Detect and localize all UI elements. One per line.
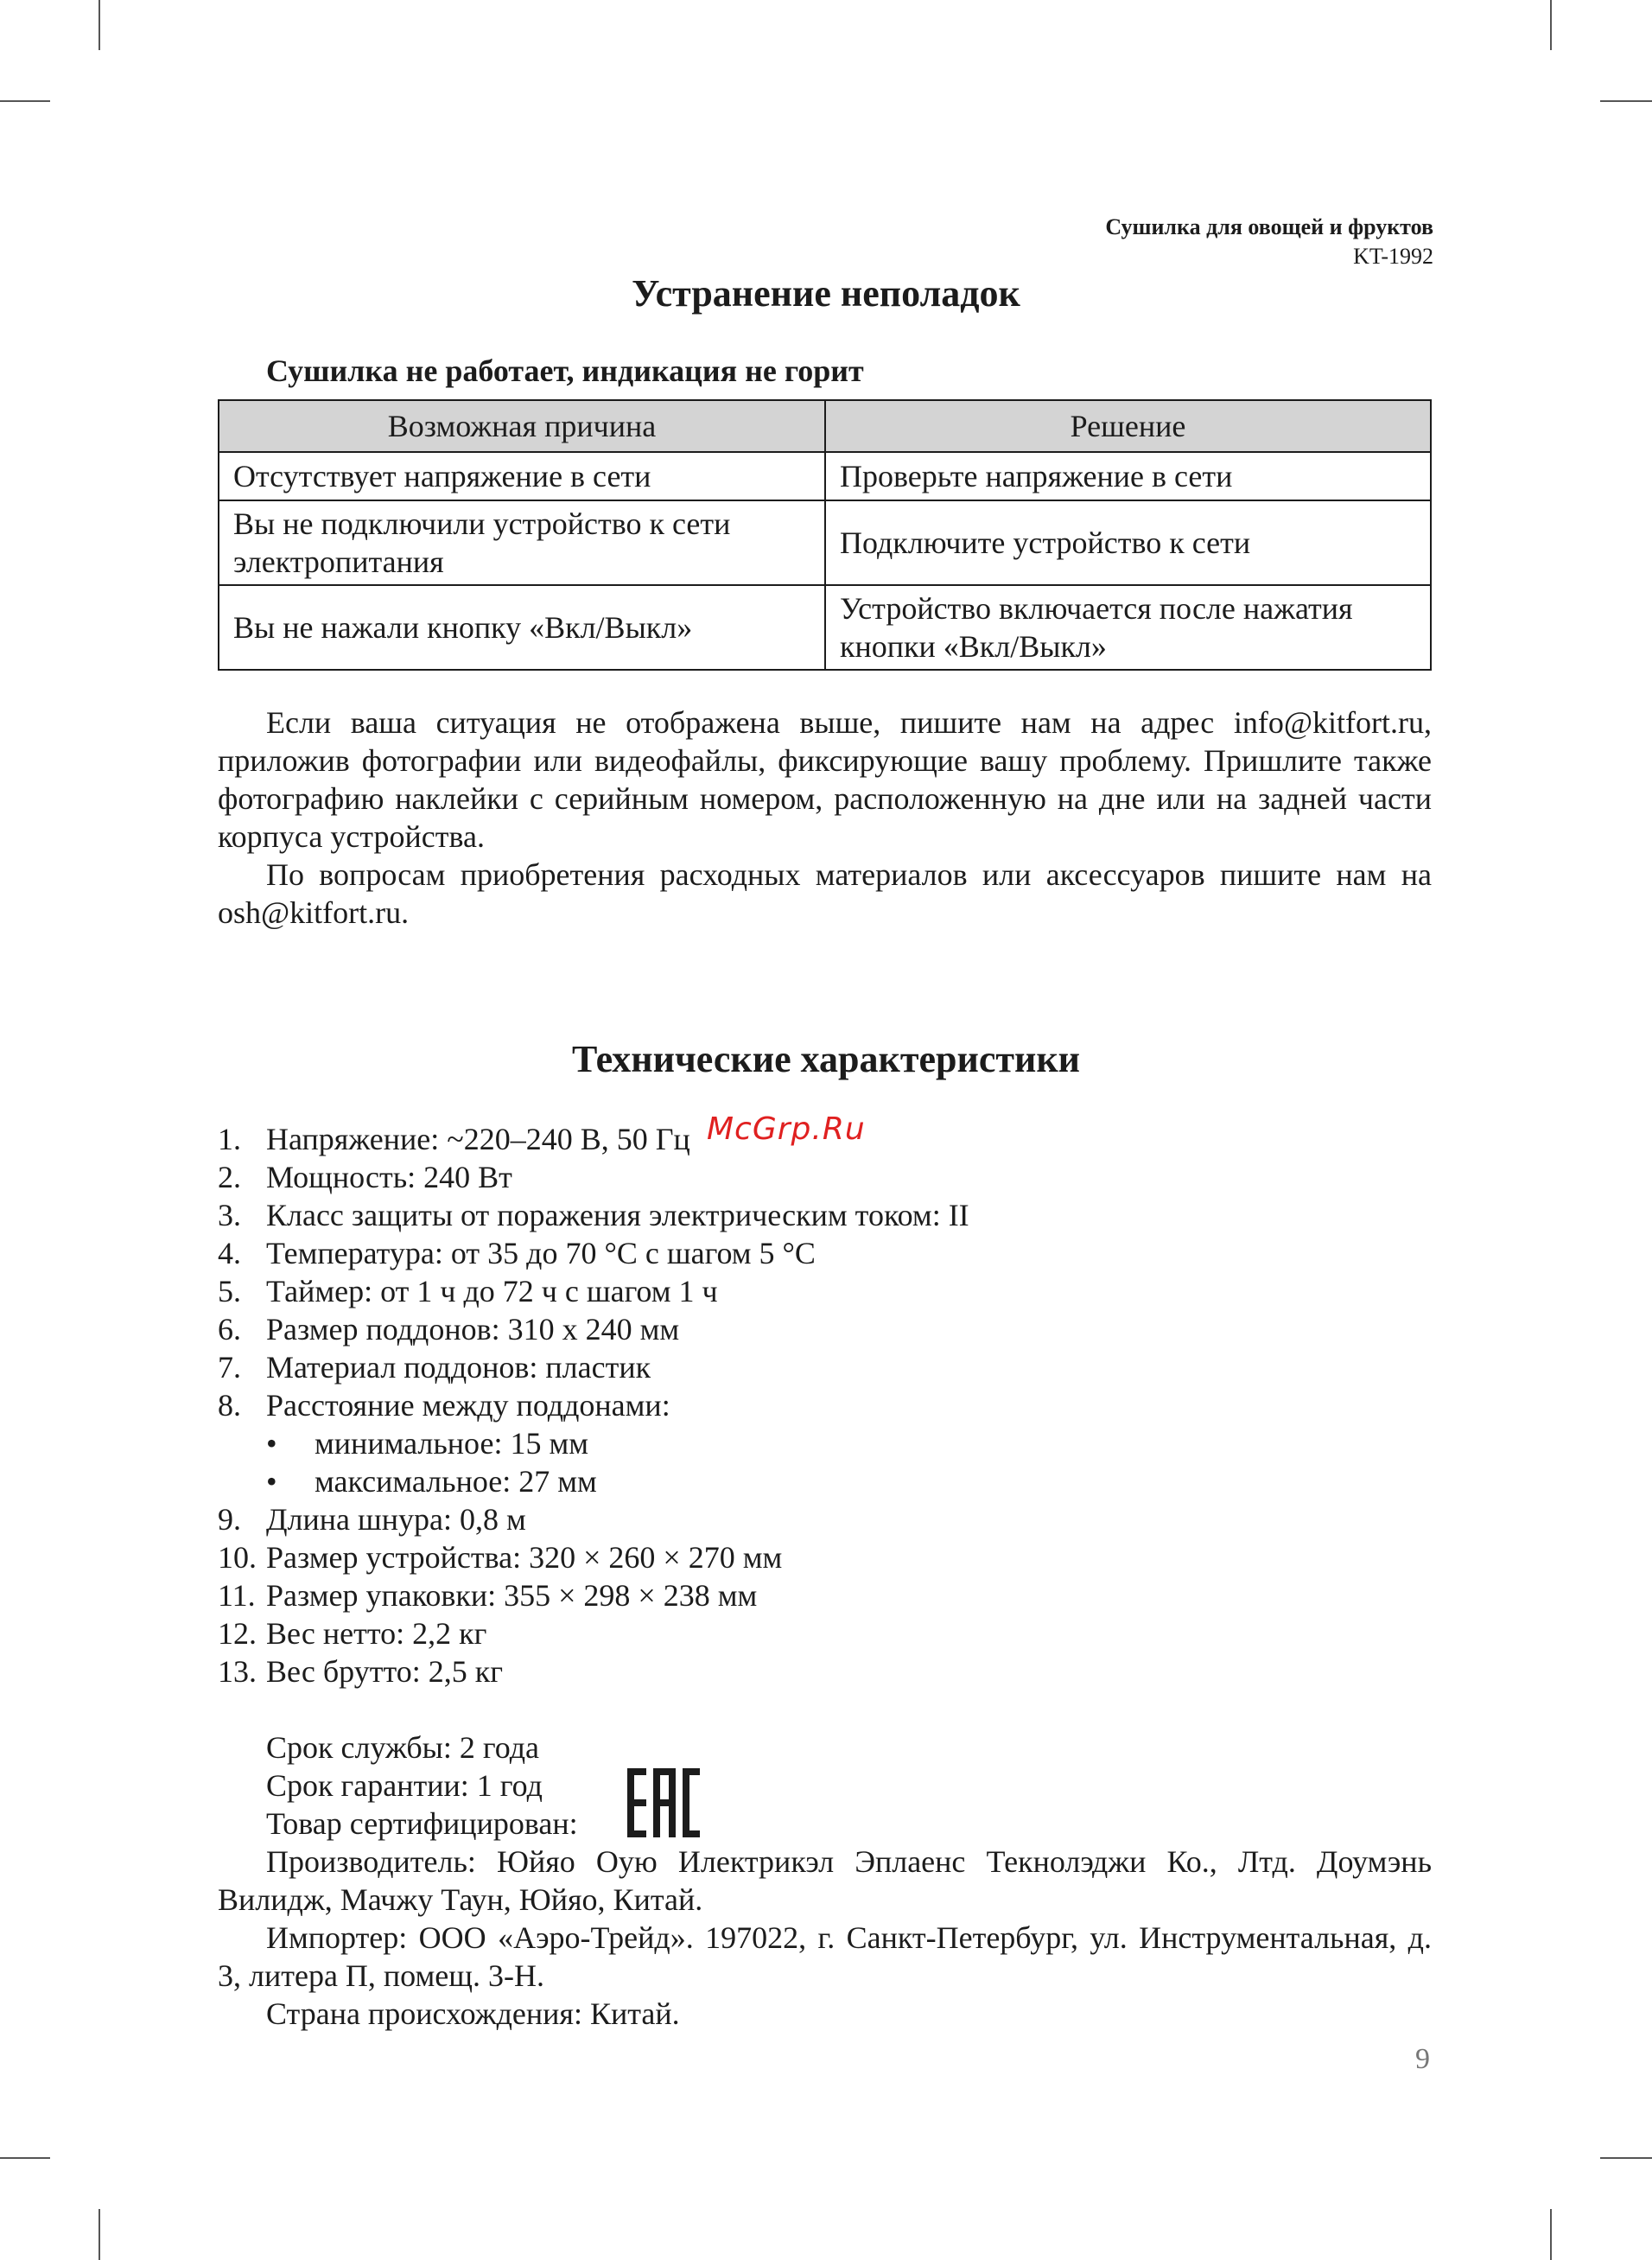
header-product: Сушилка для овощей и фруктов [1105,214,1433,239]
crop-mark [1600,2157,1652,2159]
table-cell: Вы не подключили устройство к сети электропитания [219,500,825,585]
warranty: Срок гарантии: 1 год [266,1768,543,1803]
list-item-text: Класс защиты от поражения электрическим током: II [266,1198,969,1232]
list-item-text: Вес брутто: 2,5 кг [266,1654,503,1689]
table-header-row [219,400,1431,452]
importer: Импортер: ООО «Аэро-Трейд». 197022, г. Санкт-Петербург, ул. Инструментальная, д. 3, литера П, помещ. 3-Н. [218,1920,1432,1993]
contact-paragraph: Если ваша ситуация не отображена выше, пишите нам на адрес info@kitfort.ru, приложив фотографии или видеофайлы, фиксирующие вашу проблему. Пришлите также фотографию наклейки с серийным номером, расположенную на дне или на задней части корпуса устройства. [218,705,1432,854]
bullet: • [266,1426,277,1461]
crop-mark [98,2209,100,2260]
list-number: 4. [218,1236,241,1270]
specs-title: Технические характеристики [571,1038,1081,1080]
accessories-paragraph: По вопросам приобретения расходных материалов или аксессуаров пишите нам на osh@kitfort.ru. [218,857,1432,930]
table-cell: Подключите устройство к сети [825,500,1431,585]
list-number: 13. [218,1654,257,1689]
crop-mark [1600,100,1652,102]
header-model: KT-1992 [1353,244,1433,269]
list-item-text: Таймер: от 1 ч до 72 ч с шагом 1 ч [266,1274,718,1308]
list-item-text: максимальное: 27 мм [315,1464,597,1499]
list-number: 7. [218,1350,241,1385]
list-number: 10. [218,1540,257,1575]
list-item [218,1500,969,1538]
list-item [218,1310,969,1348]
column-header-cause: Возможная причина [219,400,825,452]
manufacturer: Производитель: Юйяо Оую Илектрикэл Эплаенс Текнолэджи Ко., Лтд. Доумэнь Вилидж, Мачжу Таун, Юйяо, Китай. [218,1844,1432,1917]
list-item [218,1614,969,1652]
troubleshooting-subtitle: Сушилка не работает, индикация не горит [266,353,864,388]
column-header-solution: Решение [825,400,1431,452]
list-number: 12. [218,1616,257,1651]
table-cell: Вы не нажали кнопку «Вкл/Выкл» [219,585,825,670]
list-item [218,1234,969,1272]
page-number: 9 [1415,2043,1430,2075]
certified-label: Товар сертифицирован: [266,1806,578,1841]
table-cell: Отсутствует напряжение в сети [219,452,825,500]
list-item-text: Размер упаковки: 355 × 298 × 238 мм [266,1578,758,1613]
list-number: 6. [218,1312,241,1346]
list-number: 3. [218,1198,241,1232]
list-item [218,1576,969,1614]
list-item [218,1196,969,1234]
crop-mark [1550,2209,1552,2260]
list-item-text: Напряжение: ~220–240 В, 50 Гц [266,1122,690,1156]
table-row [219,585,1431,670]
crop-mark [98,0,100,50]
table-row [219,500,1431,585]
list-number: 9. [218,1502,241,1537]
specs-list [218,1120,969,1690]
list-item-text: Мощность: 240 Вт [266,1160,512,1194]
list-item-text: Длина шнура: 0,8 м [266,1502,526,1537]
list-number: 11. [218,1578,256,1613]
list-item-text: Размер поддонов: 310 х 240 мм [266,1312,680,1346]
crop-mark [0,100,50,102]
list-item [218,1272,969,1310]
list-item-text: Расстояние между поддонами: [266,1388,670,1423]
list-item-text: Размер устройства: 320 × 260 × 270 мм [266,1540,783,1575]
list-item-text: минимальное: 15 мм [315,1426,589,1461]
troubleshooting-title: Устранение неполадок [632,272,1020,315]
crop-mark [0,2157,50,2159]
list-item [218,1652,969,1690]
list-item [218,1538,969,1576]
bullet: • [266,1464,277,1499]
running-header [1105,213,1433,271]
list-item-text: Вес нетто: 2,2 кг [266,1616,487,1651]
table-cell: Устройство включается после нажатия кнопки «Вкл/Выкл» [825,585,1431,670]
list-item-text: Температура: от 35 до 70 °C с шагом 5 °C [266,1236,816,1270]
crop-mark [1550,0,1552,50]
troubleshooting-table [218,399,1432,671]
eac-mark-icon [627,1768,700,1837]
list-item [218,1386,969,1424]
list-item [218,1424,969,1462]
list-number: 2. [218,1160,241,1194]
list-number: 1. [218,1122,241,1156]
table-row [219,452,1431,500]
list-item [218,1462,969,1500]
service-life: Срок службы: 2 года [266,1730,540,1765]
list-number: 5. [218,1274,241,1308]
list-number: 8. [218,1388,241,1423]
origin: Страна происхождения: Китай. [266,1996,680,2031]
watermark: McGrp.Ru [707,1111,866,1147]
table-cell: Проверьте напряжение в сети [825,452,1431,500]
list-item [218,1158,969,1196]
list-item-text: Материал поддонов: пластик [266,1350,651,1385]
list-item [218,1348,969,1386]
